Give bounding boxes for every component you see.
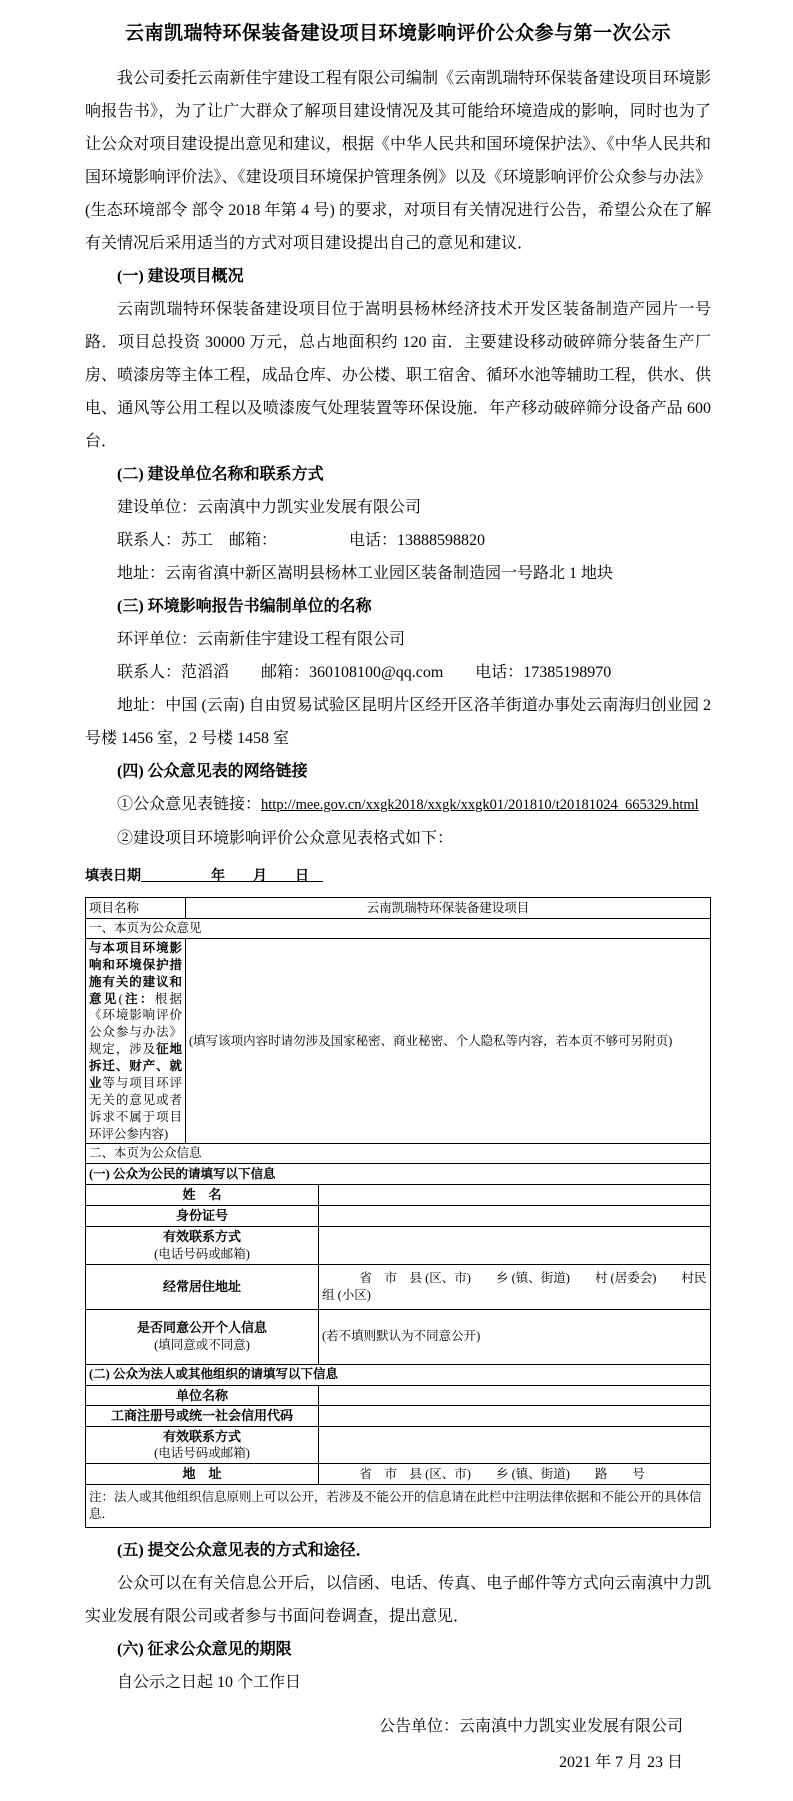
- consent-label-text: 是否同意公开个人信息: [136, 1320, 267, 1336]
- residence-value-cell: 省 市 县 (区、市) 乡 (镇、街道) 村 (居委会) 村民组 (小区): [319, 1264, 711, 1309]
- section2-title-cell: 二、本页为公众信息: [86, 1144, 711, 1164]
- link-prefix-text: ①公众意见表链接：: [117, 796, 262, 813]
- org-name-label-cell: 单位名称: [86, 1385, 319, 1406]
- opinion-bold-title: 与本项目环境影响和环境保护措施有关的建议和意见: [89, 940, 182, 1006]
- table-row: [86, 1485, 711, 1528]
- org-contact-label-sub: (电话号码或邮箱): [154, 1446, 250, 1461]
- contact-value-cell: [319, 1227, 711, 1264]
- table-row: [86, 1464, 711, 1485]
- form-date-blank: 年 月 日: [141, 869, 323, 884]
- construction-address-line: 地址：云南省滇中新区嵩明县杨林工业园区装备制造园一号路北 1 地块: [117, 565, 614, 582]
- form-format-line: ②建设项目环境影响评价公众意见表格式如下：: [117, 830, 454, 847]
- section-6-body: 自公示之日起 10 个工作日: [117, 1674, 302, 1692]
- table-row: [86, 1406, 711, 1427]
- section-4-heading: (四) 公众意见表的网络链接: [117, 763, 308, 780]
- section-1-heading: (一) 建设项目概况: [117, 268, 244, 285]
- intro-paragraph: 我公司委托云南新佳宇建设工程有限公司编制《云南凯瑞特环保装备建设项目环境影响报告书》，为了让广大群众了解项目建设情况及其可能给环境造成的影响，同时也为了让公众对项目建设提出意见和建议，根据《中华人民共和国环境保护法》、《中华人民共和国环境影响评价法》、《建设项目环境保护管理条例》以及《环境影响评价公众参与办法》(生态环境部令 部令 2018 年第 4 号) 的要求，对项目有关情况进行公告，希望公众在了解有关情况后采用适当的方式对项目建设提出自己的意见和建议．: [85, 70, 711, 252]
- section-5-body: 公众可以在有关信息公开后，以信函、电话、传真、电子邮件等方式向云南滇中力凯实业发展有限公司或者参与书面问卷调查，提出意见．: [85, 1575, 711, 1626]
- opinion-note-tail: 等与项目环评无关的意见或者诉求不属于项目环评公参内容): [89, 1075, 182, 1141]
- section1-title-cell: 一、本页为公众意见: [86, 919, 711, 939]
- section-5-heading: (五) 提交公众意见表的方式和途径．: [117, 1542, 372, 1560]
- citizen-header-cell: (一) 公众为公民的请填写以下信息: [86, 1164, 711, 1185]
- table-note-cell: 注：法人或其他组织信息原则上可以公开，若涉及不能公开的信息请在此栏中注明法律依据和不能公开的具体信息．: [86, 1485, 711, 1528]
- id-label-cell: 身份证号: [86, 1206, 319, 1227]
- announcement-date-line: 2021 年 7 月 23 日: [558, 1754, 683, 1772]
- org-address-value-cell: 省 市 县 (区、市) 乡 (镇、街道) 路 号: [319, 1464, 711, 1485]
- table-row: [86, 938, 711, 1144]
- table-row: [86, 1364, 711, 1385]
- section-3-heading: (三) 环境影响报告书编制单位的名称: [117, 598, 372, 615]
- section-2-heading: (二) 建设单位名称和联系方式: [117, 466, 324, 483]
- org-header-cell: (二) 公众为法人或其他组织的请填写以下信息: [86, 1364, 711, 1385]
- section-6-heading: (六) 征求公众意见的期限: [117, 1641, 292, 1659]
- id-value-cell: [319, 1206, 711, 1227]
- org-contact-label-text: 有效联系方式: [162, 1428, 241, 1444]
- page-title: 云南凯瑞特环保装备建设项目环境影响评价公众参与第一次公示: [124, 23, 671, 44]
- table-row: [86, 919, 711, 939]
- org-code-value-cell: [319, 1406, 711, 1427]
- opinion-topic-cell: [86, 938, 186, 1144]
- residence-label-cell: 经常居住地址: [86, 1264, 319, 1309]
- announcement-org-line: 公告单位：云南滇中力凯实业发展有限公司: [378, 1718, 683, 1736]
- name-value-cell: [319, 1185, 711, 1206]
- table-row: [86, 1264, 711, 1309]
- contact-label-cell: [86, 1227, 319, 1264]
- contact-label-text: 有效联系方式: [162, 1229, 241, 1245]
- org-contact-label-cell: [86, 1426, 319, 1463]
- table-row: [86, 1309, 711, 1364]
- opinion-note-text: 根据《环境影响评价公众参与办法》规定，涉及: [89, 991, 182, 1057]
- project-name-label-cell: 项目名称: [86, 898, 186, 919]
- eia-unit-line: 环评单位：云南新佳宇建设工程有限公司: [117, 631, 406, 648]
- form-date-label: 填表日期: [85, 869, 141, 884]
- section-1-body: 云南凯瑞特环保装备建设项目位于嵩明县杨林经济技术开发区装备制造产园片一号路．项目总投资 30000 万元，总占地面积约 120 亩．主要建设移动破碎筛分装备生产厂房、喷漆房等主体工程，成品仓库、办公楼、职工宿舍、循环水池等辅助工程，供水、供电、通风等公用工程以及喷漆废气处理装置等环保设施．年产移动破碎筛分设备产品 600 台．: [85, 301, 711, 450]
- eia-contact-line: 联系人：范滔滔 邮箱：360108100@qq.com 电话：17385198970: [117, 664, 612, 681]
- consent-value-cell: (若不填则默认为不同意公开): [319, 1309, 711, 1364]
- opinion-note-label: 注：: [122, 991, 155, 1006]
- construction-contact-line: 联系人：苏工 邮箱： 电话：13888598820: [117, 532, 486, 549]
- table-row: [86, 1206, 711, 1227]
- org-address-label-cell: 地 址: [86, 1464, 319, 1485]
- table-row: [86, 1426, 711, 1463]
- table-row: [86, 1144, 711, 1164]
- table-row: [86, 898, 711, 919]
- opinion-paren-open: (: [118, 991, 123, 1006]
- project-name-value-cell: 云南凯瑞特环保装备建设项目: [186, 898, 711, 919]
- org-code-label-cell: 工商注册号或统一社会信用代码: [86, 1406, 319, 1427]
- opinion-bold-terms: 征地拆迁、财产、就业: [89, 1042, 182, 1090]
- form-date-line: [85, 867, 711, 887]
- contact-label-sub: (电话号码或邮箱): [154, 1246, 250, 1261]
- footer-signature: [85, 1709, 711, 1781]
- table-row: [86, 1385, 711, 1406]
- opinion-form-link[interactable]: http://mee.gov.cn/xxgk2018/xxgk/xxgk01/201810/t20181024_665329.html: [261, 797, 699, 813]
- eia-address-line: 地址：中国 (云南) 自由贸易试验区昆明片区经开区洛羊街道办事处云南海归创业园 2 号楼 1456 室，2 号楼 1458 室: [85, 697, 711, 747]
- org-name-value-cell: [319, 1385, 711, 1406]
- construction-unit-line: 建设单位：云南滇中力凯实业发展有限公司: [117, 499, 422, 516]
- consent-label-cell: [86, 1309, 319, 1364]
- opinion-form-table: [85, 897, 711, 1528]
- opinion-form-link-line: [85, 788, 711, 822]
- table-row: [86, 1185, 711, 1206]
- table-row: [86, 1227, 711, 1264]
- opinion-input-cell: (填写该项内容时请勿涉及国家秘密、商业秘密、个人隐私等内容，若本页不够可另附页): [186, 938, 711, 1144]
- consent-label-sub: (填同意或不同意): [154, 1338, 250, 1352]
- table-row: [86, 1164, 711, 1185]
- org-contact-value-cell: [319, 1426, 711, 1463]
- name-label-cell: 姓 名: [86, 1185, 319, 1206]
